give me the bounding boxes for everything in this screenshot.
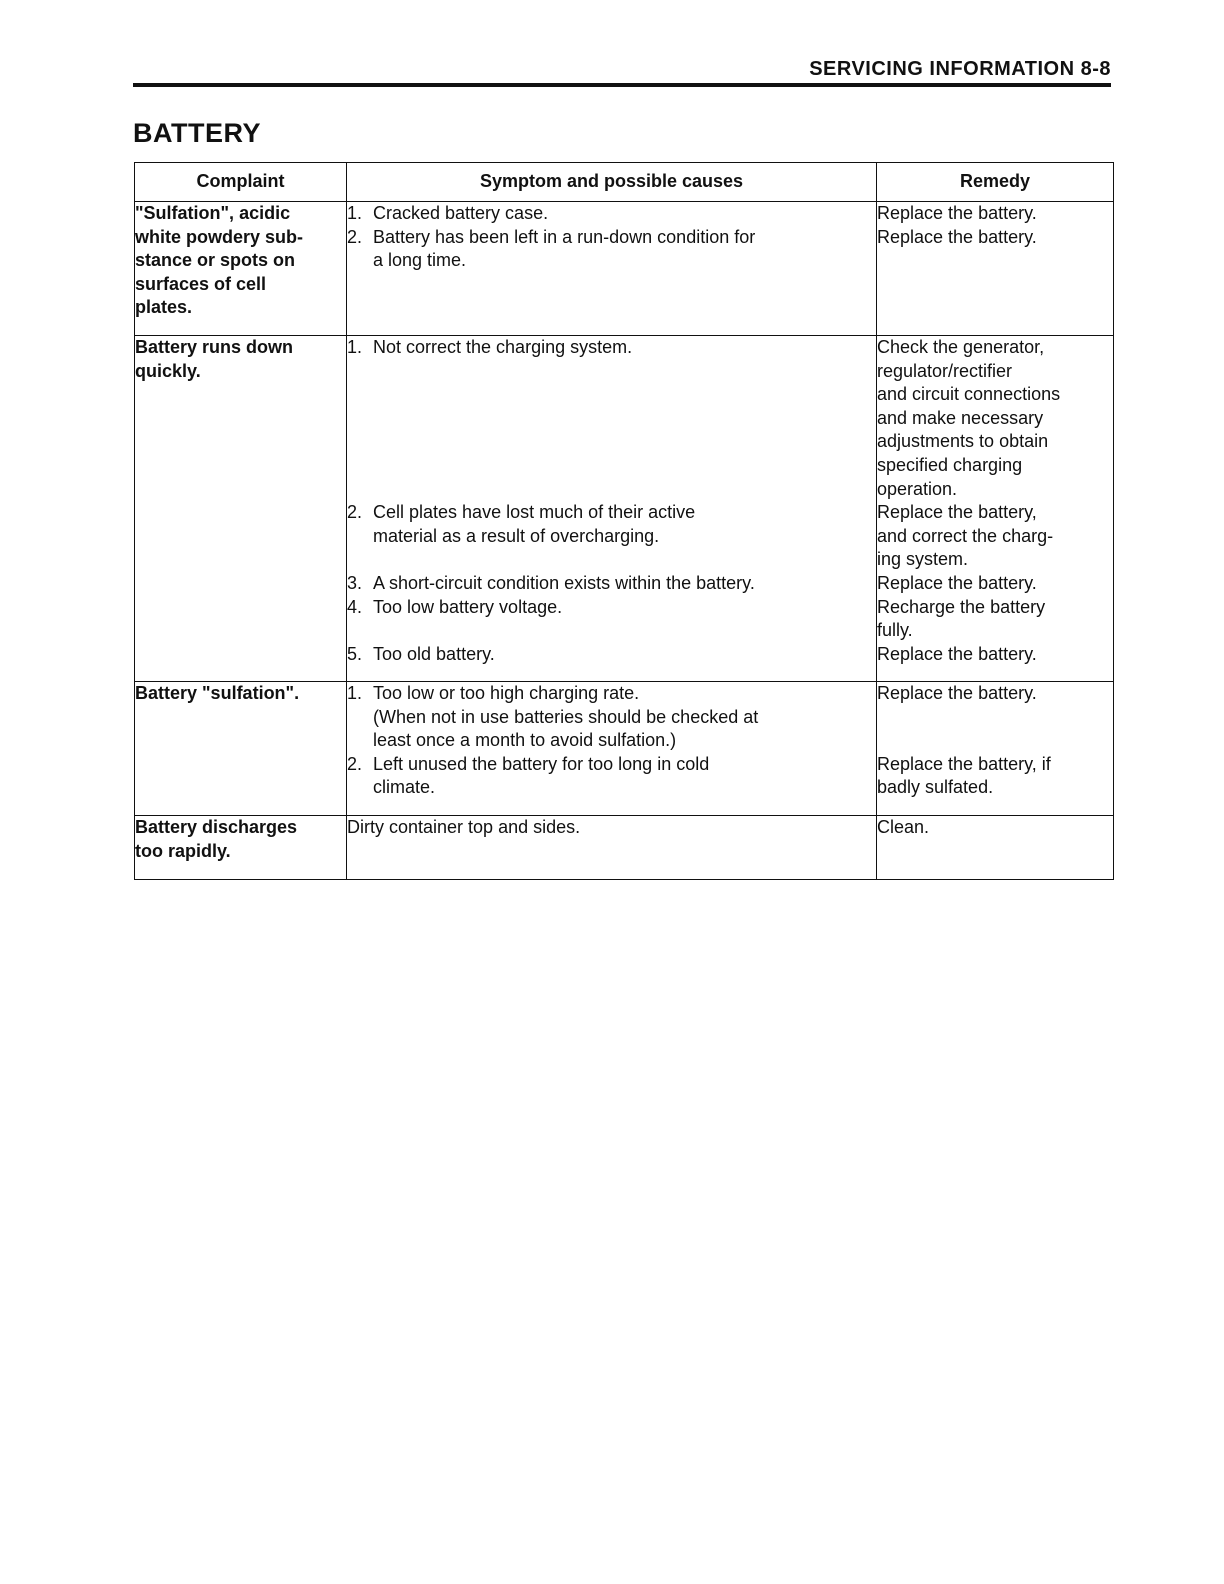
column-header-remedy: Remedy [877, 163, 1114, 202]
complaint-line: too rapidly. [135, 840, 231, 861]
remedy-line: fully. [877, 620, 913, 641]
complaint-cell [135, 682, 347, 816]
cause-continuation: (When not in use batteries should be checked at [373, 706, 759, 727]
complaint-cell [135, 336, 347, 682]
remedy-line: Replace the battery. [877, 572, 1037, 593]
remedy-cell [877, 336, 1114, 682]
table-row [135, 336, 1114, 682]
complaint-line: plates. [135, 297, 193, 318]
cause-item: 1. Too low or too high charging rate. [347, 683, 640, 703]
cause-item: 5. Too old battery. [347, 643, 495, 664]
causes-cell [347, 202, 877, 336]
causes-cell [347, 816, 877, 880]
remedy-line: Check the generator, [877, 337, 1045, 357]
remedy-cell [877, 202, 1114, 336]
remedy-line: Replace the battery. [877, 226, 1037, 247]
remedy-line: Clean. [877, 817, 930, 837]
header-rule [133, 83, 1111, 87]
remedy-line: Replace the battery. [877, 643, 1037, 664]
spacer [877, 706, 1113, 753]
complaint-line: "Sulfation", acidic [135, 203, 291, 223]
remedy-line: Replace the battery. [877, 683, 1037, 703]
remedy-line: Replace the battery, if [877, 753, 1051, 774]
remedy-cell [877, 816, 1114, 880]
complaint-cell [135, 202, 347, 336]
complaint-line: white powdery sub- [135, 226, 304, 247]
complaint-line: Battery runs down [135, 337, 294, 357]
cause-item: 4. Too low battery voltage. [347, 596, 563, 617]
table-row [135, 816, 1114, 880]
cause-continuation: a long time. [373, 250, 467, 271]
table-header-row [135, 163, 1114, 202]
spacer [347, 360, 876, 502]
complaint-line: surfaces of cell [135, 273, 267, 294]
cause-item: 3. A short-circuit condition exists within the battery. [347, 572, 755, 593]
remedy-cell [877, 682, 1114, 816]
remedy-line: and correct the charg- [877, 525, 1054, 546]
remedy-line: badly sulfated. [877, 777, 994, 798]
remedy-line: specified charging [877, 454, 1023, 475]
complaint-line: quickly. [135, 360, 201, 381]
cause-continuation: material as a result of overcharging. [373, 525, 660, 546]
remedy-line: ing system. [877, 549, 969, 570]
table-row [135, 202, 1114, 336]
causes-cell [347, 682, 877, 816]
complaint-line: Battery discharges [135, 817, 298, 837]
cause-item: 2. Left unused the battery for too long in cold [347, 753, 710, 774]
cause-item: 2. Battery has been left in a run-down condition for [347, 226, 756, 247]
cause-continuation: least once a month to avoid sulfation.) [373, 730, 677, 751]
remedy-line: Replace the battery. [877, 203, 1037, 223]
cause-item: Dirty container top and sides. [347, 817, 581, 837]
spacer [347, 548, 876, 572]
remedy-line: Recharge the battery [877, 596, 1046, 617]
section-title: BATTERY [133, 118, 261, 148]
table-row [135, 682, 1114, 816]
cause-item: 2. Cell plates have lost much of their active [347, 502, 696, 523]
remedy-line: adjustments to obtain [877, 431, 1049, 452]
complaint-cell [135, 816, 347, 880]
cause-item: 1. Cracked battery case. [347, 203, 549, 223]
running-header: SERVICING INFORMATION 8-8 [809, 58, 1111, 80]
cause-continuation: climate. [373, 777, 436, 798]
complaint-line: stance or spots on [135, 250, 296, 271]
remedy-line: and make necessary [877, 407, 1044, 428]
remedy-line: operation. [877, 478, 958, 499]
troubleshooting-table [134, 162, 1114, 880]
column-header-causes: Symptom and possible causes [347, 163, 877, 202]
remedy-line: regulator/rectifier [877, 360, 1013, 381]
remedy-line: Replace the battery, [877, 502, 1037, 523]
column-header-complaint: Complaint [135, 163, 347, 202]
remedy-line: and circuit connections [877, 384, 1061, 405]
complaint-line: Battery "sulfation". [135, 683, 300, 703]
cause-item: 1. Not correct the charging system. [347, 337, 633, 357]
causes-cell [347, 336, 877, 682]
spacer [347, 619, 876, 643]
